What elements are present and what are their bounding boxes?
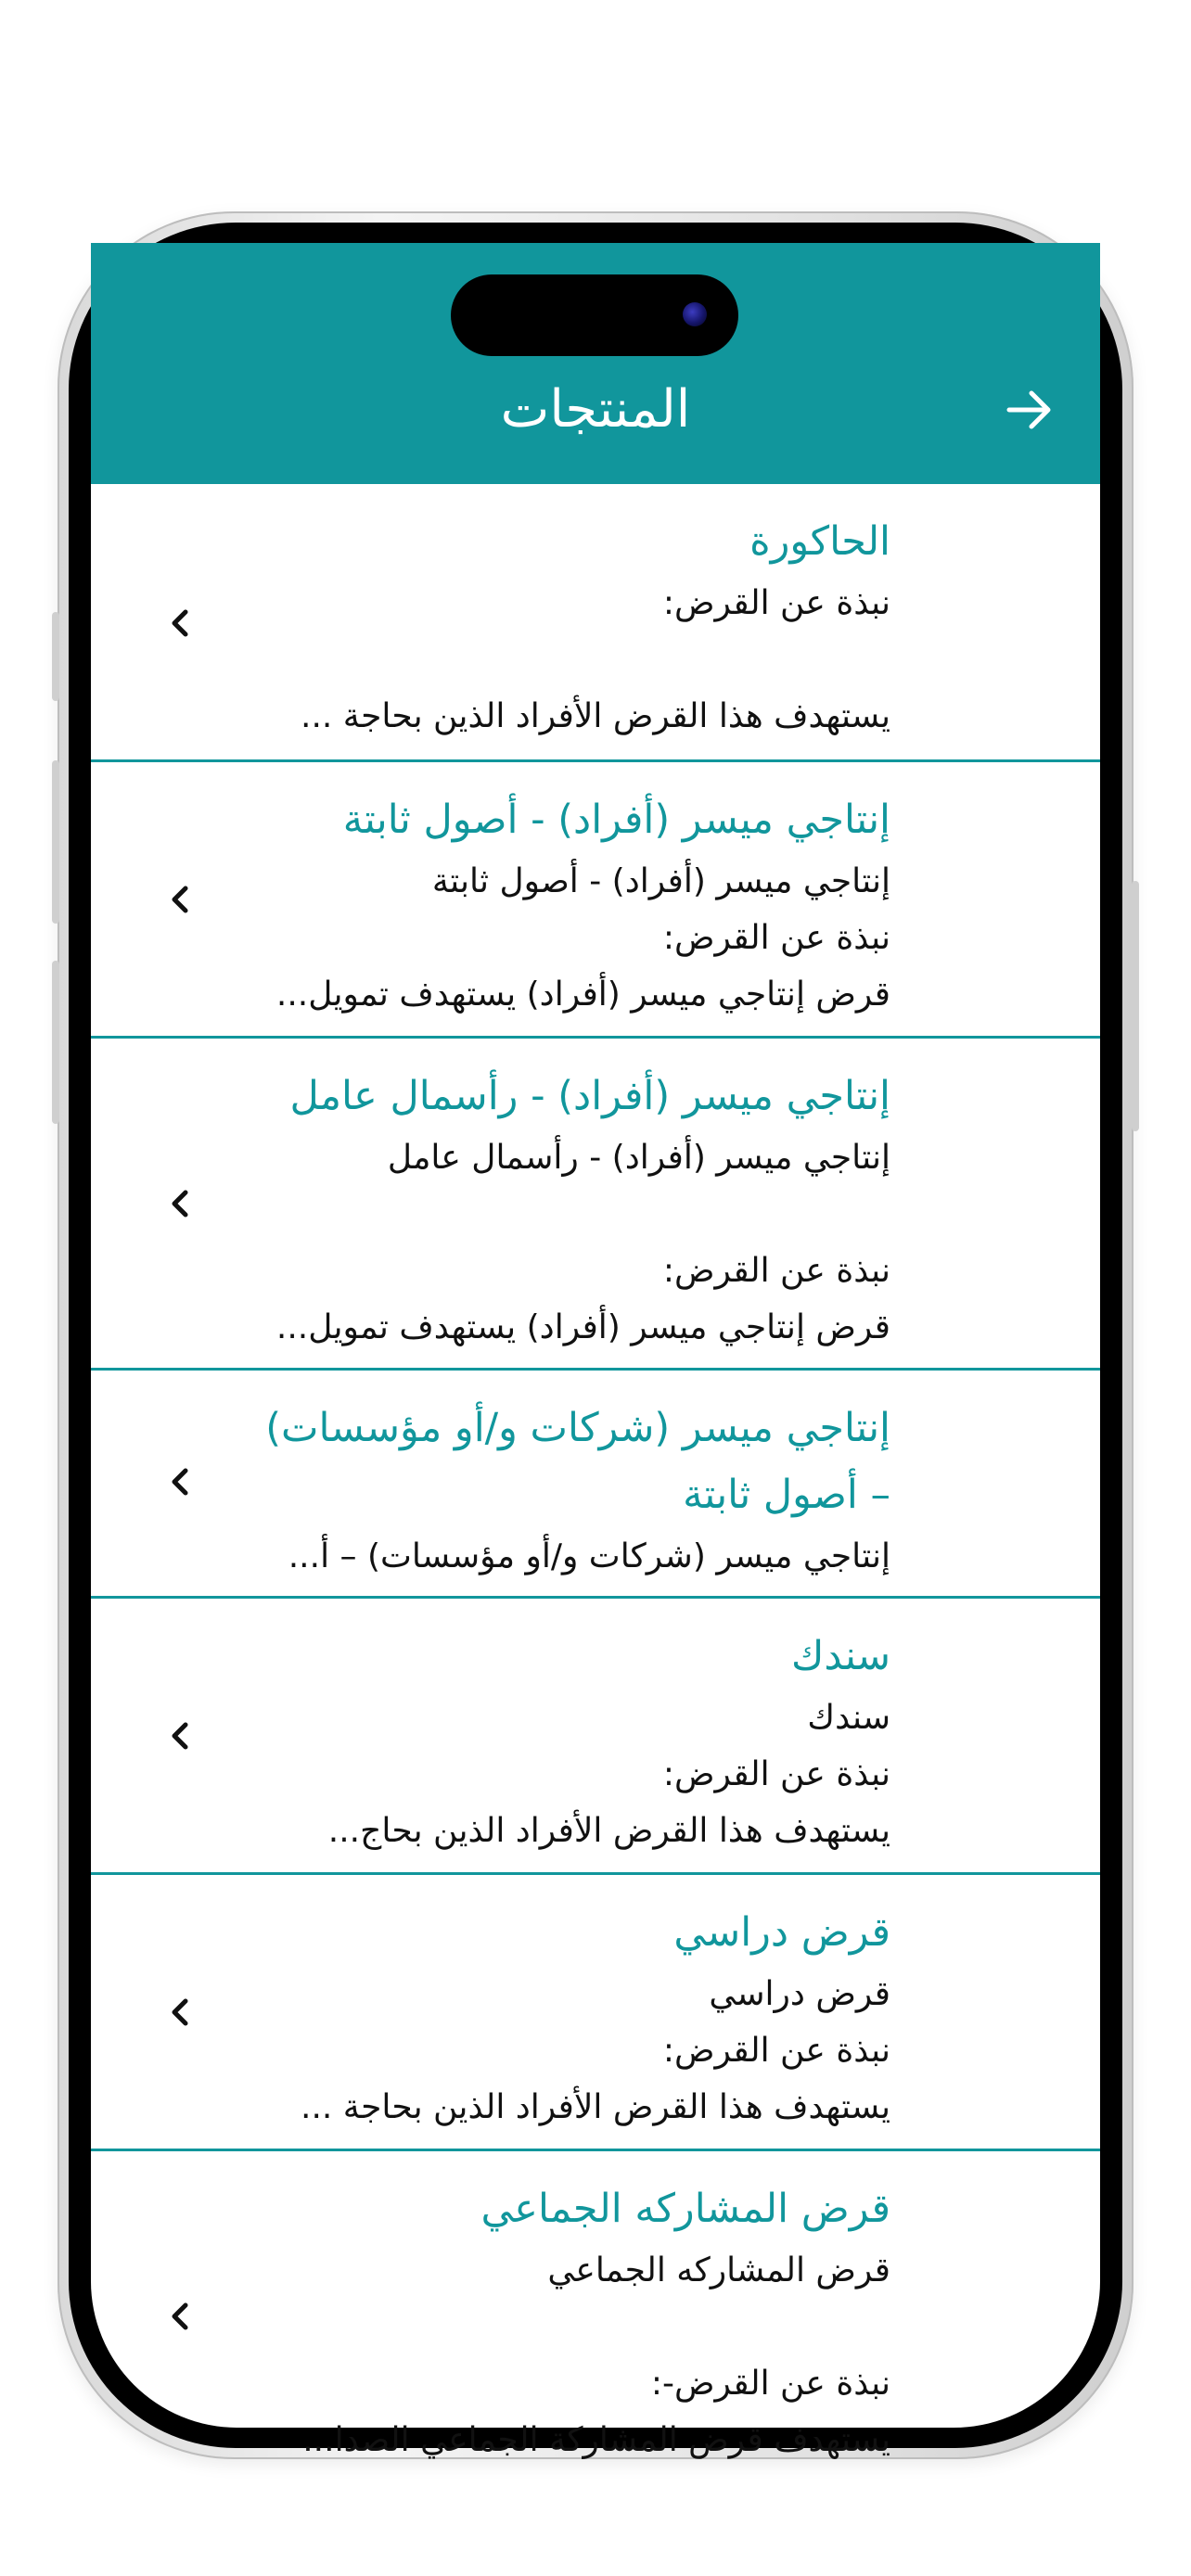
- power-button: [1132, 881, 1139, 1131]
- item-line: إنتاجي ميسر (شركات و/أو مؤسسات) – أ...: [288, 1537, 890, 1575]
- app-header: [91, 243, 1100, 484]
- item-line: نبذة عن القرض:: [662, 919, 890, 957]
- product-list: [91, 484, 1100, 2485]
- item-line: قرض إنتاجي ميسر (أفراد) يستهدف تمويل...: [275, 1308, 890, 1346]
- item-line: [213, 631, 890, 688]
- item-line: سندك: [807, 1699, 890, 1737]
- item-content: [213, 508, 890, 745]
- list-item[interactable]: [91, 762, 1100, 1039]
- chevron-left-icon: [167, 1717, 195, 1754]
- list-item[interactable]: [91, 1039, 1100, 1371]
- chevron-left-icon: [167, 881, 195, 918]
- item-line: نبذة عن القرض:: [662, 1252, 890, 1290]
- list-item[interactable]: [91, 1599, 1100, 1875]
- item-line: نبذة عن القرض:: [662, 584, 890, 622]
- item-line: قرض إنتاجي ميسر (أفراد) يستهدف تمويل...: [275, 976, 890, 1014]
- item-line: نبذة عن القرض:: [662, 1755, 890, 1793]
- item-line: يستهدف قرض المشاركة الجماعي الصدا...: [302, 2421, 890, 2459]
- camera-icon: [683, 302, 707, 326]
- list-item[interactable]: [91, 1371, 1100, 1599]
- item-title: الحاكورة: [749, 518, 890, 565]
- page-title: المنتجات: [500, 379, 691, 440]
- item-line: يستهدف هذا القرض الأفراد الذين بحاج...: [327, 1812, 890, 1850]
- chevron-left-icon: [167, 1463, 195, 1500]
- item-title: إنتاجي ميسر (أفراد) - رأسمال عامل: [289, 1073, 890, 1119]
- item-title: إنتاجي ميسر (أفراد) - أصول ثابتة: [342, 797, 890, 843]
- item-title: سندك: [790, 1633, 890, 1679]
- item-content: [213, 1899, 890, 2136]
- mute-switch: [52, 612, 59, 701]
- chevron-left-icon: [167, 1994, 195, 2031]
- item-line: قرض دراسي: [709, 1975, 890, 2013]
- item-title-line2: – أصول ثابتة: [683, 1472, 890, 1518]
- dynamic-island: [451, 274, 738, 356]
- item-line: نبذة عن القرض:: [662, 2032, 890, 2070]
- chevron-left-icon: [167, 1185, 195, 1222]
- list-item[interactable]: [91, 2151, 1100, 2485]
- item-line: يستهدف هذا القرض الأفراد الذين بحاجة ...: [301, 2088, 890, 2126]
- item-line: [213, 2299, 890, 2355]
- item-content: [213, 1395, 890, 1585]
- list-item[interactable]: [91, 1875, 1100, 2151]
- item-line: قرض المشاركه الجماعي: [547, 2251, 890, 2289]
- arrow-right-icon[interactable]: [1002, 382, 1057, 438]
- item-title: إنتاجي ميسر (شركات و/أو مؤسسات): [265, 1405, 890, 1451]
- item-content: [213, 2175, 890, 2468]
- list-item[interactable]: [91, 484, 1100, 762]
- item-line: إنتاجي ميسر (أفراد) - رأسمال عامل: [387, 1139, 890, 1177]
- item-line: نبذة عن القرض-:: [650, 2365, 890, 2403]
- item-content: [213, 1063, 890, 1356]
- item-content: [213, 1623, 890, 1859]
- volume-down-button: [52, 961, 59, 1124]
- item-title: قرض المشاركه الجماعي: [480, 2186, 890, 2232]
- item-line: إنتاجي ميسر (أفراد) - أصول ثابتة: [431, 862, 890, 900]
- item-line: [213, 1186, 890, 1243]
- app-screen: [91, 243, 1100, 2459]
- volume-up-button: [52, 760, 59, 924]
- chevron-left-icon: [167, 605, 195, 642]
- item-title: قرض دراسي: [673, 1909, 890, 1956]
- item-content: [213, 786, 890, 1023]
- item-line: يستهدف هذا القرض الأفراد الذين بحاجة ...: [301, 697, 890, 735]
- chevron-left-icon: [167, 2298, 195, 2335]
